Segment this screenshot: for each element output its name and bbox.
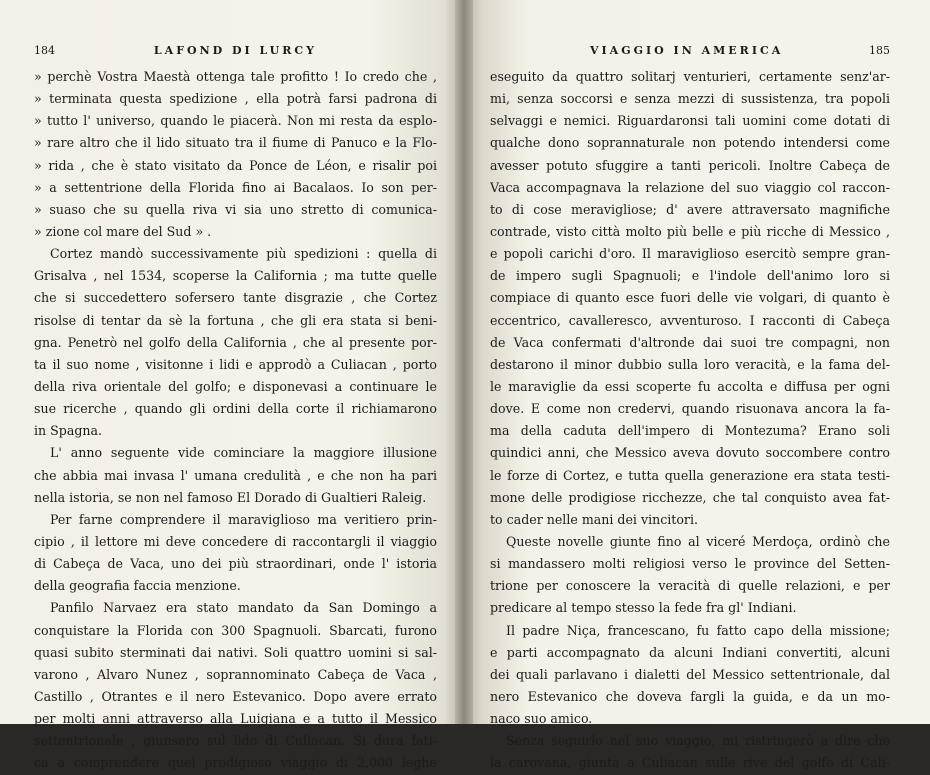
text-line: varono , Alvaro Nunez , soprannominato Cabeça de Vaca , [34,666,437,682]
text-line: Castillo , Otrantes e il nero Estevanico. Dopo avere errato [34,688,437,704]
text-line: quindici anni, che Messico aveva dovuto soccombere contro [490,445,890,461]
left-page [0,0,463,771]
text-line: destarono il minor dubbio sulla loro veracità, e la fama del- [490,356,890,372]
text-line: ta il suo nome , visitonne i lidi e approdò a Culiacan , porto [34,356,437,372]
text-line: e popoli carichi d'oro. Il maraviglioso esercitò sempre gran- [490,246,890,262]
text-line: quasi subito sterminati dai nativi. Soli quattro uomini si sal- [34,644,437,660]
text-line: Il padre Niça, francescano, fu fatto capo della missione; [506,622,890,638]
text-line: Cortez mandò successivamente più spedizioni : quella di [50,246,437,262]
text-line: nero Estevanico che doveva fargli la guida, e da un mo- [490,688,890,704]
text-line: » perchè Vostra Maestà ottenga tale profitto ! Io credo che , [34,69,437,84]
text-line: » suaso che su quella riva vi sia uno stretto di comunica- [34,201,437,217]
text-line: ca a comprendere quel prodigioso viaggio di 2,000 leghe [34,755,437,771]
text-line: Panfilo Narvaez era stato mandato da San Domingo a [50,600,437,616]
text-line: ma della caduta dell'impero di Montezuma? Erano soli [490,423,890,439]
left-page-header [34,44,437,60]
text-line: dove. E come non credervi, quando risuonava ancora la fa- [490,401,890,417]
left-page-body [34,66,437,775]
text-line: eseguito da quattro solitarj venturieri, certamente senz'ar- [490,69,890,84]
text-line: Per farne comprendere il maraviglioso ma veritiero prin- [50,511,437,527]
text-line: Senza seguirlo nel suo viaggio, mi ristringerò a dire che [506,733,890,749]
text-line: settentrionale , giunsero sul lido di Culiacan. Si dura fati- [34,733,437,749]
text-line: della geografia faccia menzione. [34,578,241,594]
text-line: le maraviglie da essi scoperte fu accolta e diffusa per ogni [490,378,890,394]
text-line: Vaca accompagnava la relazione del suo viaggio col raccon- [490,179,890,195]
text-line: la carovana, giunta a Culiacan sulle rive del golfo di Cali- [490,755,890,771]
text-line: nella istoria, se non nel famoso El Dorado di Gualtieri Raleig. [34,489,427,505]
text-line: to di cose meravigliose; d' avere attraversato magnifiche [490,201,890,217]
right-page-number: 185 [869,44,890,57]
text-line: trione per conoscere la veracità di quelle relazioni, e per [490,578,890,594]
text-line: Queste novelle giunte fino al viceré Merdoça, ordinò che [506,533,890,549]
text-line: si mandassero molti religiosi verso le province del Setten- [490,556,890,572]
text-line: avesser potuto sfuggire a tanti pericoli. Inoltre Cabeça de [490,157,890,173]
text-line: de Vaca confermati d'altronde dai suoi tre compagni, non [490,334,890,350]
text-line: naco suo amico. [490,711,593,727]
text-line: to cader nelle mani dei vincitori. [490,511,698,527]
text-line: » rida , che è stato visitato da Ponce de Léon, e risalir poi [34,157,437,173]
text-line: de impero sugli Spagnuoli; e l'indole dell'animo loro si [490,268,890,284]
text-line: » terminata questa spedizione , ella potrà farsi padrona di [34,91,437,107]
text-line: per molti anni attraverso alla Luigiana e a tutto il Messico [34,711,437,727]
text-line: qualche dono soprannaturale non potendo intendersi come [490,135,890,151]
text-line: e parti accompagnato da alcuni Indiani convertiti, alcuni [490,644,890,660]
left-running-head: LAFOND DI LURCY [153,44,317,57]
text-line: » zione col mare del Sud » . [34,223,212,239]
right-page-header [490,44,890,60]
text-line: » a settentrione della Florida fino ai Bacalaos. Io son per- [34,179,437,195]
text-line: che abbia mai invasa l' umana credulità , e che non ha pari [34,467,437,483]
text-line: eccentrico, cavalleresco, avventuroso. I racconti di Cabeça [490,312,890,328]
text-line: compiace di quanto esce fuori delle vie volgari, di quanto è [490,290,890,306]
text-line: che si succedettero sofersero tante disgrazie , che Cortez [34,290,437,306]
right-page [463,0,930,771]
text-line: conquistare la Florida con 300 Spagnuoli. Sbarcati, furono [34,622,437,638]
text-line: gna. Penetrò nel golfo della California , che al presente por- [34,334,437,350]
text-line: » rare altro che il lido situato tra il fiume di Panuco e la Flo- [34,135,437,151]
text-line: » tutto l' universo, quando le piacerà. Non mi resta da esplo- [34,113,437,129]
right-page-body [490,66,890,775]
book-gutter [455,0,473,724]
text-line: dei quali parlavano i dialetti del Messico settentrionale, dal [490,666,890,682]
right-running-head: VIAGGIO IN AMERICA [590,44,784,57]
left-page-number: 184 [34,44,55,57]
text-line: mone delle prodigiose ricchezze, che tal conquisto avea fat- [490,489,890,505]
text-line: risolse di tentar da sè la fortuna , che gli era stata si beni- [34,312,437,328]
text-line: cipio , il lettore mi deve concedere di raccontargli il viaggio [34,533,437,549]
text-line: contrade, visto città molto più belle e più ricche di Messico , [490,223,890,239]
text-line: mi, senza soccorsi e senza mezzi di sussistenza, tra popoli [490,91,890,107]
text-line: Grisalva , nel 1534, scoperse la California ; ma tutte quelle [34,268,437,284]
text-line: L' anno seguente vide cominciare la maggiore illusione [50,445,437,461]
text-line: le forze di Cortez, e tutta quella generazione era stata testi- [490,467,890,483]
text-line: sue ricerche , quando gli ordini della corte il richiamarono [34,401,437,417]
text-line: in Spagna. [34,423,103,439]
text-line: di Cabeça de Vaca, uno dei più straordinari, onde l' istoria [34,556,437,572]
text-line: selvaggi e nemici. Riguardaronsi tali uomini come dotati di [490,113,890,129]
text-line: della riva orientale del golfo; e disponevasi a continuare le [34,378,437,394]
text-line: predicare al tempo stesso la fede fra gl' Indiani. [490,600,797,616]
